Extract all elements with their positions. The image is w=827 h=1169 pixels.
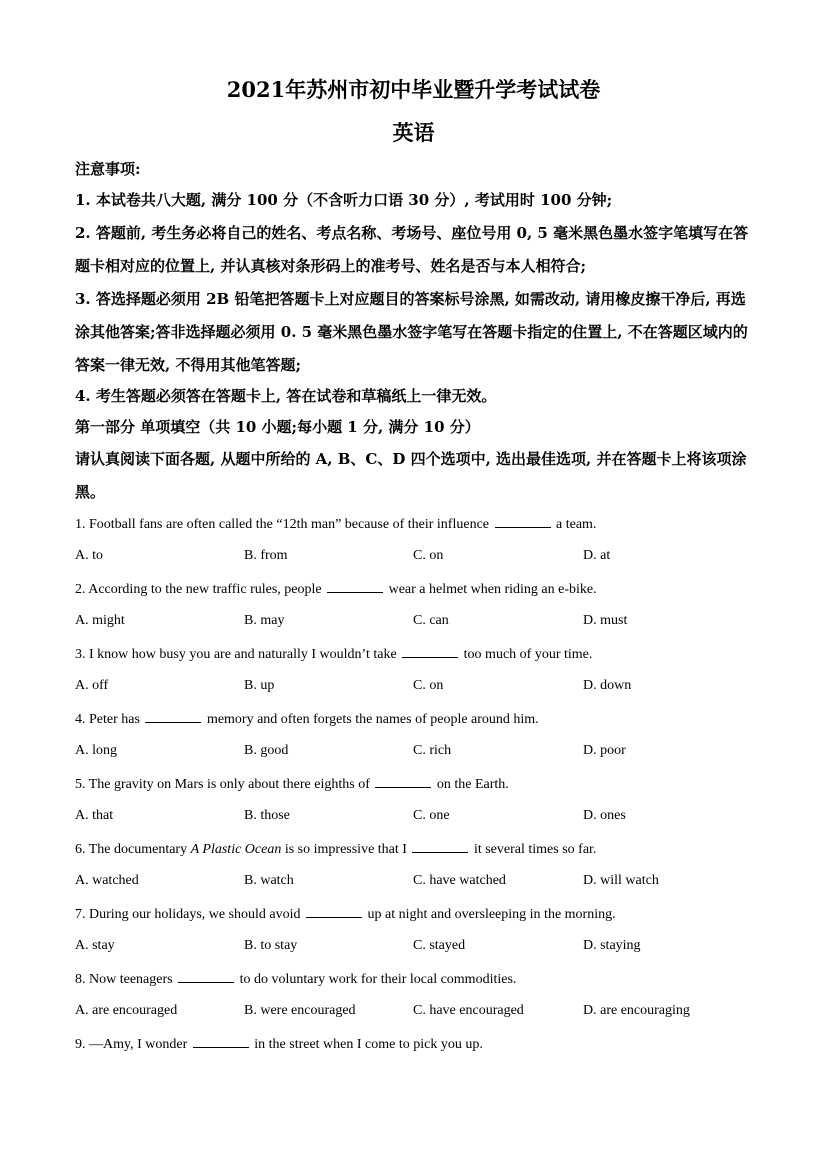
question-8-option-c: C. have encouraged	[413, 1003, 524, 1018]
question-5-option-a: A. that	[75, 808, 114, 823]
exam-title: 2021年苏州市初中毕业暨升学考试试卷	[226, 77, 601, 102]
question-4	[75, 710, 775, 728]
question-6-option-b: B. watch	[244, 873, 294, 888]
question-1-option-d: D. at	[583, 548, 611, 563]
question-7-option-a: A. stay	[75, 938, 115, 953]
answer-blank	[375, 775, 431, 788]
question-4-option-b: B. good	[244, 743, 289, 758]
question-text: up at night and oversleeping in the morning.	[367, 907, 616, 922]
question-2	[75, 580, 775, 598]
question-3	[75, 645, 775, 663]
question-text: 3. I know how busy you are and naturally I wouldn’t take	[75, 647, 397, 662]
question-1-option-c: C. on	[413, 548, 444, 563]
question-6	[75, 840, 775, 858]
question-2-option-a: A. might	[75, 613, 125, 628]
question-title-italic: A Plastic Ocean	[190, 842, 282, 857]
question-text: memory and often forgets the names of people around him.	[206, 712, 539, 727]
question-text: 7. During our holidays, we should avoid	[75, 907, 301, 922]
subject-title: 英语	[392, 120, 435, 145]
section-instruction: 请认真阅读下面各题, 从题中所给的 A, B、C、D 四个选项中, 选出最佳选项, 并在答题卡上将该项涂黑。	[75, 450, 747, 501]
question-6-option-a: A. watched	[75, 873, 139, 888]
question-5-option-b: B. those	[244, 808, 290, 823]
question-8-option-a: A. are encouraged	[75, 1003, 178, 1018]
question-7-option-b: B. to stay	[244, 938, 298, 953]
question-text: 6. The documentary	[75, 842, 191, 857]
answer-blank	[193, 1035, 249, 1048]
question-3-option-a: A. off	[75, 678, 109, 693]
answer-blank	[412, 840, 468, 853]
question-1	[75, 515, 775, 533]
question-2-option-c: C. can	[413, 613, 449, 628]
question-text: 2. According to the new traffic rules, people	[75, 582, 322, 597]
question-text: 5. The gravity on Mars is only about there eighths of	[75, 777, 370, 792]
answer-blank	[178, 970, 234, 983]
question-text: 8. Now teenagers	[75, 972, 173, 987]
notice-item-3: 3. 答选择题必须用 2B 铅笔把答题卡上对应题目的答案标号涂黑, 如需改动, 请用橡皮擦干净后, 再选涂其他答案;答非选择题必须用 0. 5 毫米黑色墨水签字笔写在答题卡指定的住置上, 不在答题区域内的答案一律无效, 不得用其他笔答题;	[75, 290, 748, 374]
question-2-option-b: B. may	[244, 613, 285, 628]
question-text: it several times so far.	[473, 842, 597, 857]
notice-heading: 注意事项:	[75, 160, 141, 178]
question-6-option-c: C. have watched	[413, 873, 506, 888]
notice-item-4: 4. 考生答题必须答在答题卡上, 答在试卷和草稿纸上一律无效。	[75, 387, 497, 405]
answer-blank	[495, 515, 551, 528]
question-3-option-c: C. on	[413, 678, 444, 693]
question-text: 1. Football fans are often called the “12th man” because of their influence	[75, 517, 489, 532]
question-4-option-d: D. poor	[583, 743, 626, 758]
question-5	[75, 775, 775, 793]
notice-item-1: 1. 本试卷共八大题, 满分 100 分（不含听力口语 30 分）, 考试用时 100 分钟;	[75, 191, 613, 209]
question-9	[75, 1035, 775, 1053]
question-text: in the street when I come to pick you up.	[254, 1037, 483, 1052]
question-text: 9. —Amy, I wonder	[75, 1037, 188, 1052]
question-4-option-a: A. long	[75, 743, 117, 758]
question-text: is so impressive that I	[281, 842, 407, 857]
question-5-option-d: D. ones	[583, 808, 626, 823]
question-text: to do voluntary work for their local commodities.	[239, 972, 517, 987]
question-3-option-d: D. down	[583, 678, 632, 693]
question-8-option-d: D. are encouraging	[583, 1003, 690, 1018]
answer-blank	[306, 905, 362, 918]
answer-blank	[402, 645, 458, 658]
question-2-option-d: D. must	[583, 613, 628, 628]
question-1-option-a: A. to	[75, 548, 103, 563]
answer-blank	[145, 710, 201, 723]
question-3-option-b: B. up	[244, 678, 275, 693]
notice-item-2: 2. 答题前, 考生务必将自己的姓名、考点名称、考场号、座位号用 0, 5 毫米黑色墨水签字笔填写在答题卡相对应的位置上, 并认真核对条形码上的准考号、姓名是否与本人相符合;	[75, 224, 749, 275]
question-6-option-d: D. will watch	[583, 873, 659, 888]
question-8-option-b: B. were encouraged	[244, 1003, 356, 1018]
question-text: on the Earth.	[436, 777, 509, 792]
question-4-option-c: C. rich	[413, 743, 452, 758]
question-7-option-c: C. stayed	[413, 938, 466, 953]
answer-blank	[327, 580, 383, 593]
question-text: wear a helmet when riding an e-bike.	[388, 582, 597, 597]
question-5-option-c: C. one	[413, 808, 450, 823]
question-text: 4. Peter has	[75, 712, 140, 727]
question-1-option-b: B. from	[244, 548, 288, 563]
section-title: 第一部分 单项填空（共 10 小题;每小题 1 分, 满分 10 分）	[75, 418, 480, 436]
question-7	[75, 905, 775, 923]
question-text: a team.	[556, 517, 597, 532]
question-7-option-d: D. staying	[583, 938, 641, 953]
question-text: too much of your time.	[463, 647, 593, 662]
question-8	[75, 970, 775, 988]
